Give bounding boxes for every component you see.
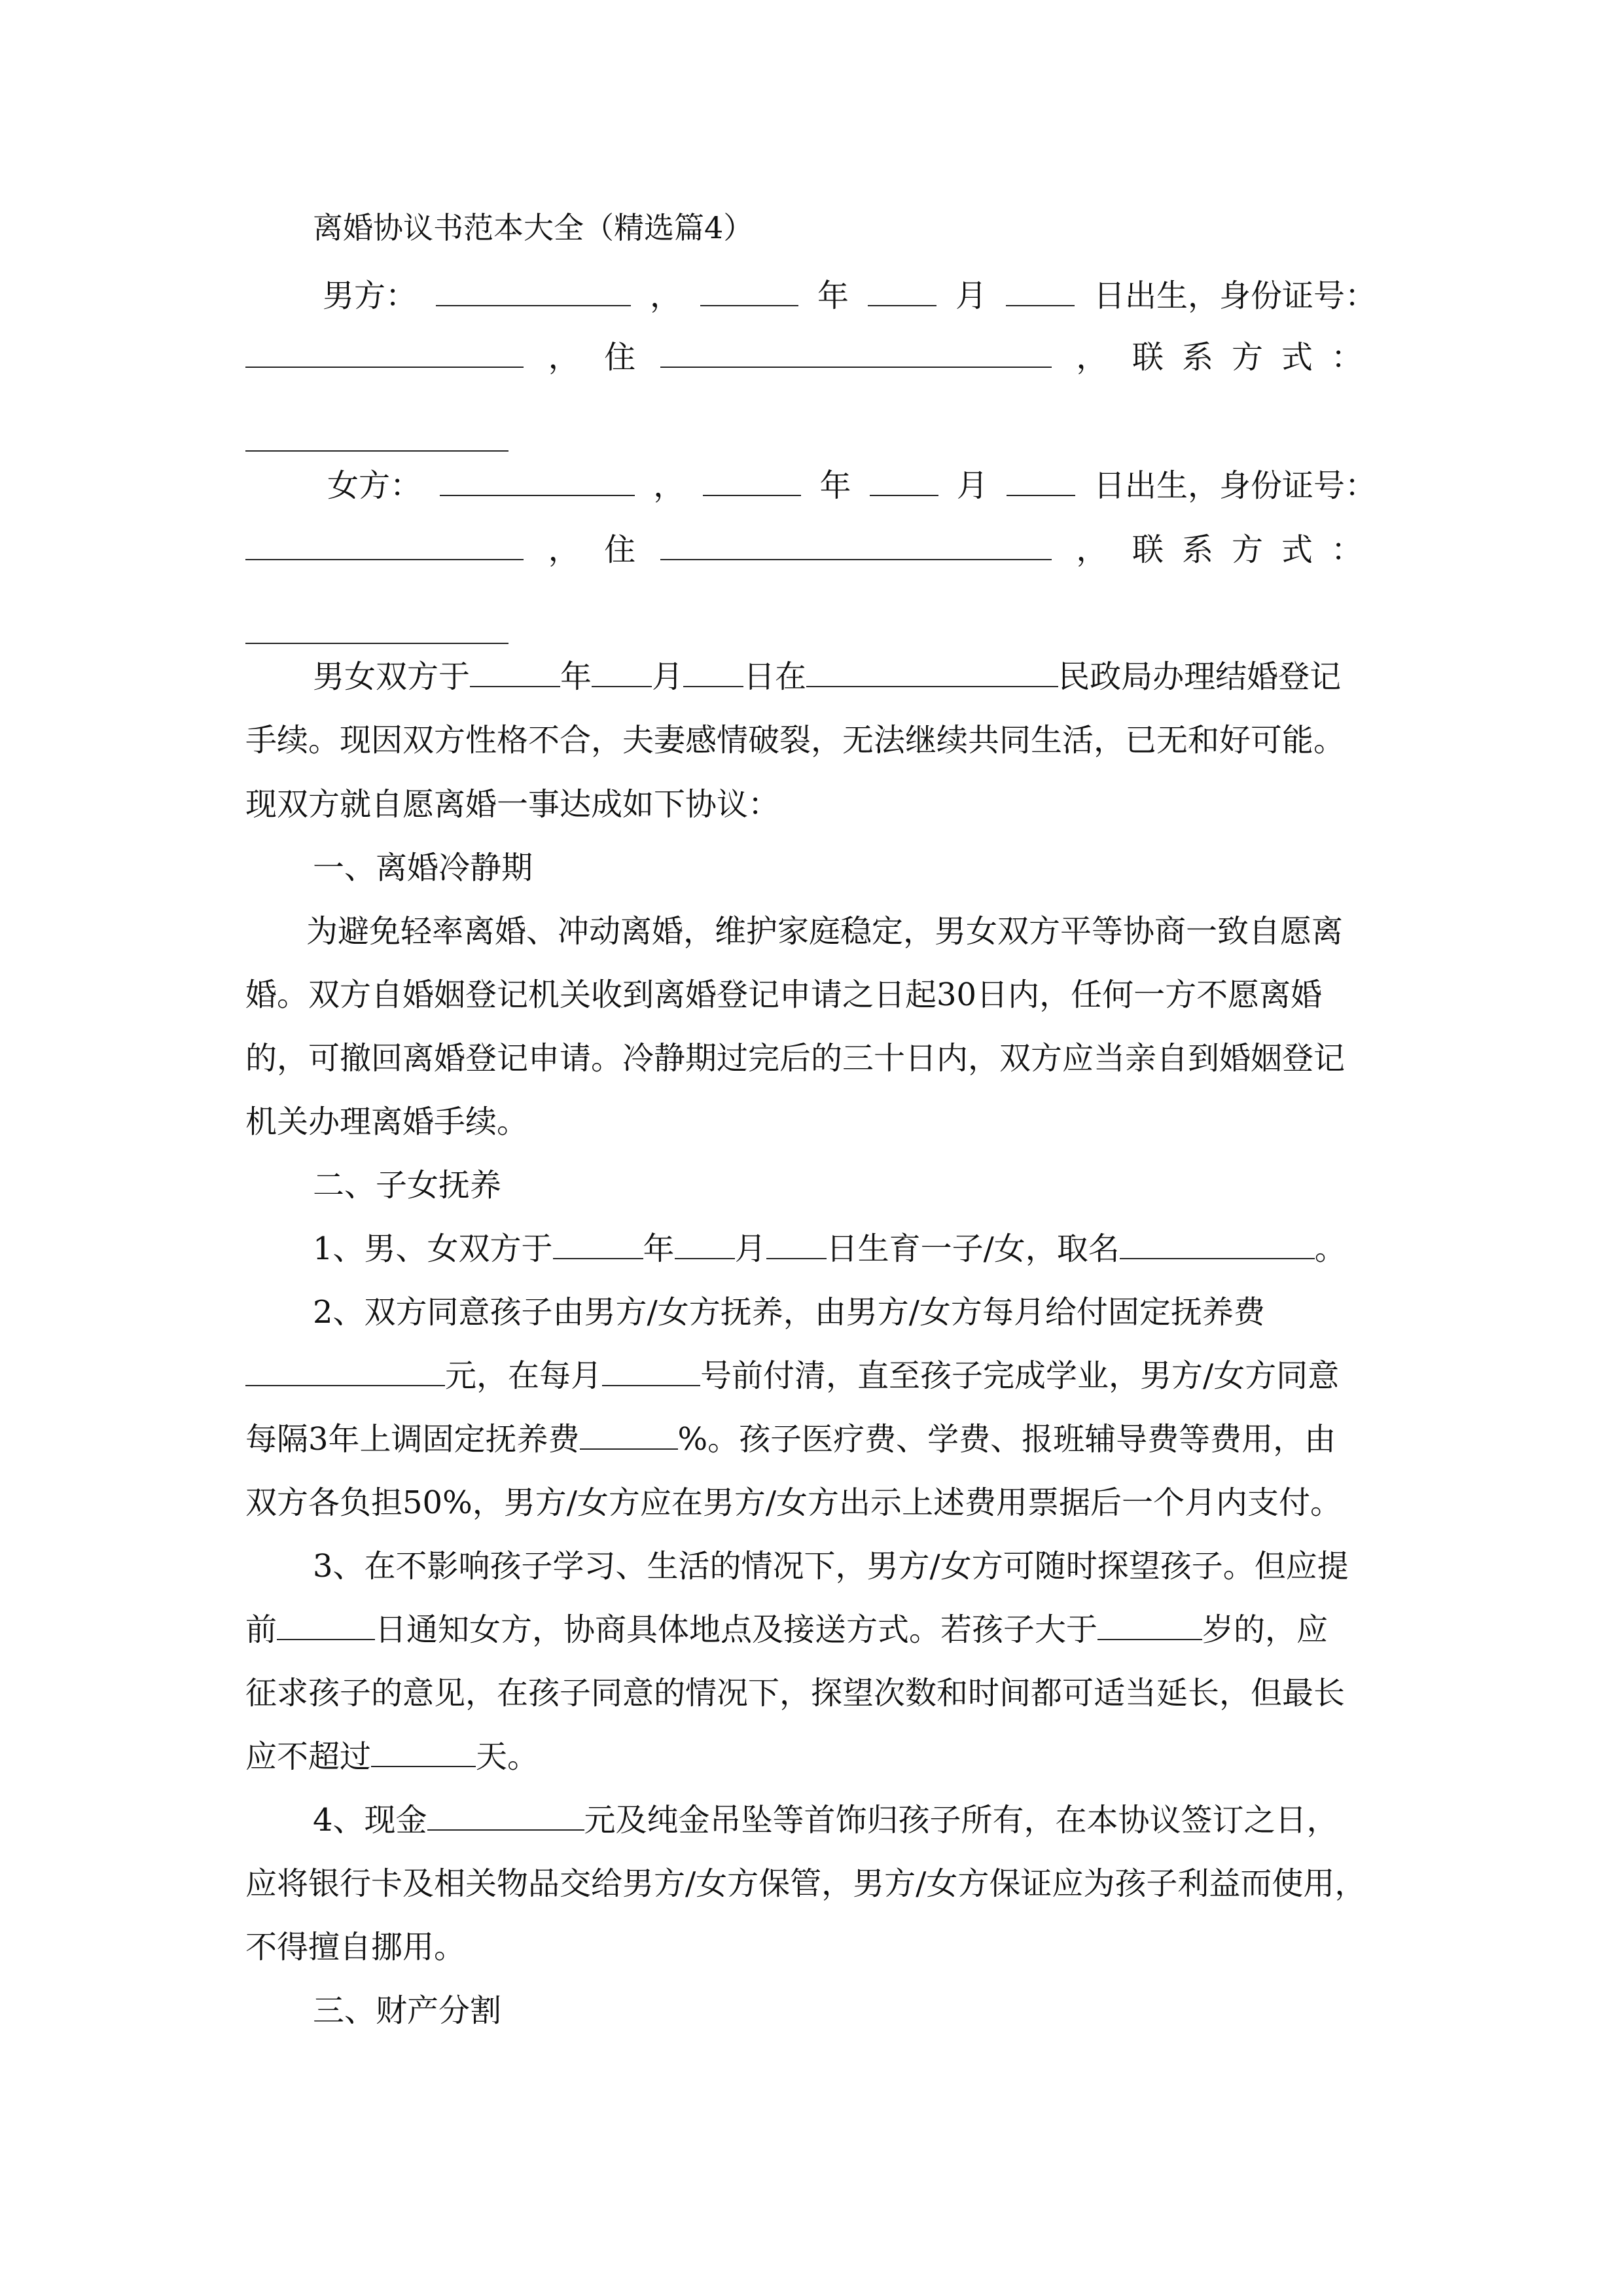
female-id-blank <box>245 558 524 560</box>
item-4-line-1: 4、现金 元及纯金吊坠等首饰归孩子所有，在本协议签订之日， <box>313 1802 1338 1839</box>
male-address-blank <box>660 365 1052 368</box>
intro-line-2: 手续。现因双方性格不合，夫妻感情破裂，无法继续共同生活，已无和好可能。 <box>245 722 1346 759</box>
item-4-line-3: 不得擅自挪用。 <box>245 1929 466 1965</box>
female-year-blank <box>703 493 801 496</box>
section-1-heading: 一、离婚冷静期 <box>313 850 533 886</box>
intro-line-3: 现双方就自愿离婚一事达成如下协议： <box>245 786 780 823</box>
child-name-blank <box>1120 1257 1315 1259</box>
item-2-line-1: 2、双方同意孩子由男方/女方抚养，由男方/女方每月给付固定抚养费 <box>313 1294 1265 1331</box>
birth-month-blank <box>675 1257 735 1259</box>
section-1-line-1: 为避免轻率离婚、冲动离婚，维护家庭稳定，男女双方平等协商一致自愿离 <box>306 913 1344 950</box>
male-contact-line <box>245 425 508 457</box>
male-contact-blank <box>245 449 508 452</box>
section-1-line-4: 机关办理离婚手续。 <box>245 1103 529 1140</box>
raise-percent-blank <box>580 1447 678 1450</box>
max-days-blank <box>371 1765 476 1767</box>
item-2-line-4: 双方各负担50%，男方/女方应在男方/女方出示上述费用票据后一个月内支付。 <box>245 1484 1342 1521</box>
cash-amount-blank <box>427 1828 584 1831</box>
item-3-line-2: 前 日通知女方，协商具体地点及接送方式。若孩子大于 岁的，应 <box>245 1611 1329 1648</box>
female-party-line-2: ， 住 ， 联系方式： <box>245 534 1381 565</box>
female-address-blank <box>660 558 1052 560</box>
marriage-month-blank <box>592 685 652 687</box>
section-2-heading: 二、子女抚养 <box>313 1167 502 1204</box>
document-title: 离婚协议书范本大全（精选篇4） <box>313 210 754 245</box>
intro-line-1: 男女双方于 年 月 日在 民政局办理结婚登记 <box>313 658 1342 695</box>
female-label: 女方： <box>327 467 422 504</box>
item-3-line-1: 3、在不影响孩子学习、生活的情况下，男方/女方可随时探望孩子。但应提 <box>313 1548 1349 1585</box>
male-party-line-1: 男方： ， 年 月 日出生，身份证号： <box>323 278 1376 314</box>
item-1-line: 1、男、女双方于 年 月 日生育一子/女，取名 。 <box>313 1230 1346 1267</box>
support-amount-blank <box>245 1384 445 1386</box>
marriage-day-blank <box>683 685 743 687</box>
female-contact-line <box>245 618 508 649</box>
birth-year-blank <box>553 1257 643 1259</box>
male-id-blank <box>245 365 524 368</box>
male-month-blank <box>868 304 936 306</box>
male-name-blank <box>436 304 631 306</box>
female-name-blank <box>440 493 635 496</box>
item-2-line-2: 元，在每月 号前付清，直至孩子完成学业，男方/女方同意 <box>245 1360 1339 1391</box>
male-day-blank <box>1006 304 1075 306</box>
marriage-year-blank <box>470 685 560 687</box>
male-label: 男方： <box>323 278 418 314</box>
female-day-blank <box>1007 493 1075 496</box>
section-1-line-2: 婚。双方自婚姻登记机关收到离婚登记申请之日起30日内，任何一方不愿离婚 <box>245 977 1323 1013</box>
female-month-blank <box>870 493 938 496</box>
item-3-line-3: 征求孩子的意见，在孩子同意的情况下，探望次数和时间都可适当延长，但最长 <box>245 1675 1346 1712</box>
female-contact-blank <box>245 641 508 644</box>
item-3-line-4: 应不超过 天。 <box>245 1738 539 1775</box>
section-1-line-3: 的，可撤回离婚登记申请。冷静期过完后的三十日内，双方应当亲自到婚姻登记 <box>245 1040 1346 1077</box>
bureau-blank <box>806 685 1058 687</box>
child-age-blank <box>1097 1638 1202 1640</box>
pay-day-blank <box>602 1384 700 1386</box>
notice-days-blank <box>277 1638 375 1640</box>
item-4-line-2: 应将银行卡及相关物品交给男方/女方保管，男方/女方保证应为孩子利益而使用， <box>245 1865 1366 1902</box>
female-party-line-1: 女方： ， 年 月 日出生，身份证号： <box>327 467 1376 504</box>
section-3-heading: 三、财产分割 <box>313 1992 502 2029</box>
male-year-blank <box>700 304 798 306</box>
item-2-line-3: 每隔3年上调固定抚养费 %。孩子医疗费、学费、报班辅导费等费用，由 <box>245 1421 1336 1458</box>
male-party-line-2: ， 住 ， 联系方式： <box>245 342 1381 373</box>
birth-day-blank <box>766 1257 827 1259</box>
